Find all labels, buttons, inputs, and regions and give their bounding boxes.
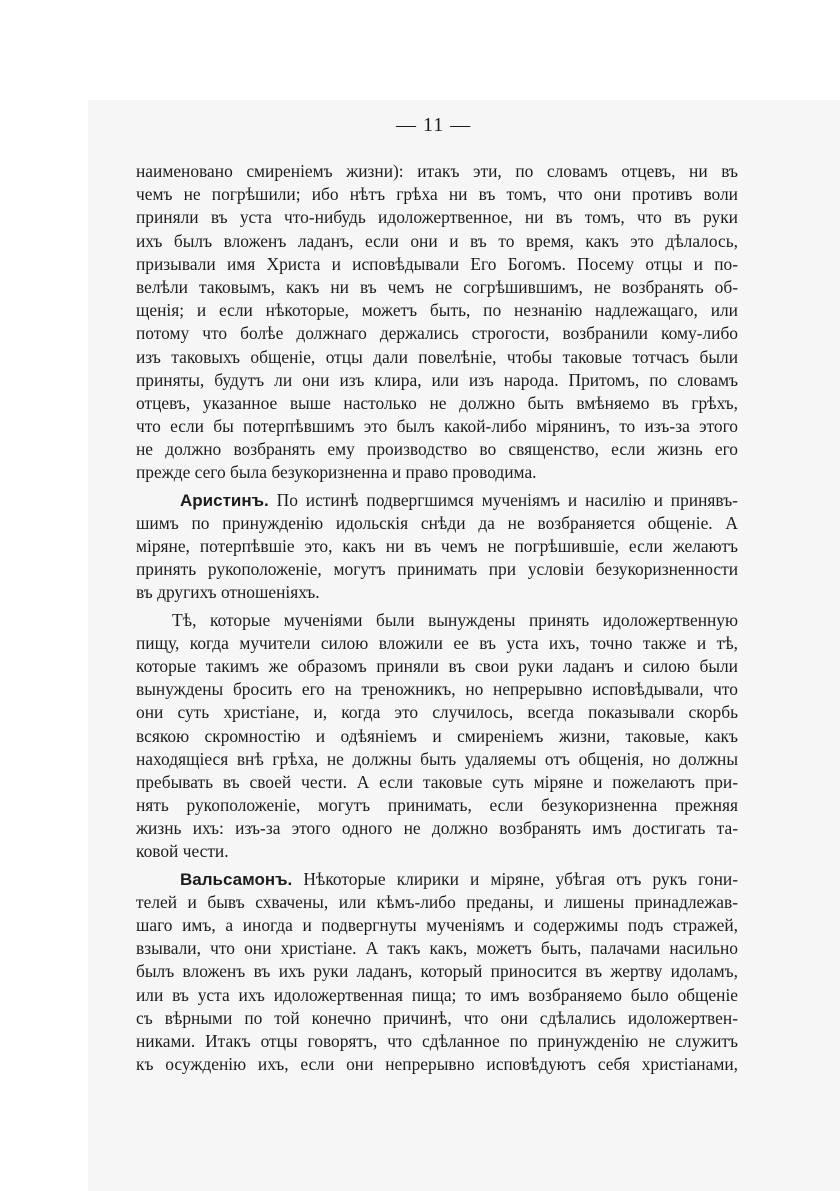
text-line: наименовано смиреніемъ жизни): итакъ эти, по словамъ отцевъ, ни въ <box>136 161 738 181</box>
text-line: или въ уста ихъ идоложертвенная пища; то имъ возбраняемо было общеніе <box>136 984 738 1005</box>
page-number: — 11 — <box>396 114 472 136</box>
text-line: нять рукоположеніе, могутъ принимать, если безукоризненна прежняя <box>136 795 738 816</box>
text-line: щенія; и если нѣкоторые, можетъ быть, по незнанію надлежащаго, или <box>136 300 738 321</box>
text-line: шимъ по принужденію идольскія снѣди да не возбраняется общеніе. А <box>136 512 738 533</box>
text-line: ковой чести. <box>136 841 229 862</box>
text-line: въ другихъ отношеніяхъ. <box>136 582 320 603</box>
paragraph <box>136 868 738 1077</box>
text-line: не должно возбранять ему производство во священство, если жизнь его <box>136 439 738 460</box>
paragraph <box>136 489 738 605</box>
text-line: взывали, что они христіане. А такъ какъ, можетъ быть, палачами насильно <box>136 938 738 959</box>
text-line: которые такимъ же образомъ приняли въ свои руки ладанъ и силою были <box>136 655 738 676</box>
text-line-content: По истинѣ подвергшимся мученіямъ и насилію и принявъ- <box>276 489 738 510</box>
text-line: жизнь ихъ: изъ-за этого одного не должно возбранять имъ достигать та- <box>136 818 738 839</box>
text-line: вынуждены бросить его на треножникъ, но непрерывно исповѣдывали, что <box>136 679 738 700</box>
text-line: прежде сего была безукоризненна и право проводима. <box>136 462 537 483</box>
text-line: пищу, когда мучители силою вложили ее въ уста ихъ, точно также и тѣ, <box>136 632 738 653</box>
text-line <box>136 868 738 891</box>
text-line: приняли въ уста что-нибудь идоложертвенное, ни въ томъ, что въ руки <box>136 207 738 228</box>
text-line: съ вѣрными по той конечно причинѣ, что они сдѣлались идоложертвен- <box>136 1007 738 1028</box>
document-body <box>136 160 738 1076</box>
commentator-name: Вальсамонъ. <box>180 869 293 889</box>
text-line: они суть христіане, и, когда это случилось, всегда показывали скорбь <box>136 702 738 723</box>
text-line: чемъ не погрѣшили; ибо нѣтъ грѣха ни въ томъ, что они противъ воли <box>136 184 738 205</box>
text-line: къ осужденію ихъ, если они непрерывно исповѣдуютъ себя христіанами, <box>136 1054 738 1075</box>
text-line: велѣли таковымъ, какъ ни въ чемъ не согрѣшившимъ, не возбранять об- <box>136 276 738 297</box>
text-line: отцевъ, указанное выше настолько не должно быть вмѣняемо въ грѣхъ, <box>136 392 738 413</box>
text-line: что если бы потерпѣвшимъ это былъ какой-либо мірянинъ, то изъ-за этого <box>136 416 738 437</box>
paragraph <box>136 609 738 864</box>
commentator-name: Аристинъ. <box>180 490 269 510</box>
paragraph <box>136 160 738 485</box>
text-line: находящіеся внѣ грѣха, не должны быть удаляемы отъ общенія, но должны <box>136 748 738 769</box>
text-line: шаго имъ, а иногда и подвергнуты мученіямъ и содержимы подъ стражей, <box>136 915 738 935</box>
text-line: всякою скромностію и одѣяніемъ и смиреніемъ жизни, таковые, какъ <box>136 725 738 746</box>
text-line: Тѣ, которые мученіями были вынуждены принять идоложертвенную <box>172 609 738 630</box>
text-line: телей и бывъ схвачены, или кѣмъ-либо преданы, и лишены принадлежав- <box>136 891 738 912</box>
text-line <box>136 489 738 512</box>
text-line: былъ вложенъ въ ихъ руки ладанъ, который приносится въ жертву идоламъ, <box>136 961 738 982</box>
text-line: пребывать въ своей чести. А если таковые суть міряне и пожелаютъ при- <box>136 771 738 792</box>
text-line: никами. Итакъ отцы говорятъ, что сдѣланное по принужденію не служитъ <box>136 1030 738 1051</box>
text-line: міряне, потерпѣвшіе это, какъ ни въ чемъ не погрѣшившіе, если желаютъ <box>136 536 738 556</box>
text-line: потому что болѣе должнаго держались строгости, возбранили кому-либо <box>136 323 738 344</box>
text-line: приняты, будутъ ли они изъ клира, или изъ народа. Притомъ, по словамъ <box>136 369 738 390</box>
text-line: принять рукоположеніе, могутъ принимать при условіи безукоризненности <box>136 559 738 580</box>
text-line: изъ таковыхъ общеніе, отцы дали повелѣніе, чтобы таковые тотчасъ были <box>136 346 738 367</box>
text-line-content: Нѣкоторые клирики и міряне, убѣгая отъ рукъ гони- <box>303 868 738 889</box>
text-line: ихъ былъ вложенъ ладанъ, если они и въ то время, какъ это дѣлалось, <box>136 230 738 251</box>
text-line: призывали имя Христа и исповѣдывали Его Богомъ. Посему отцы и по- <box>136 253 738 274</box>
